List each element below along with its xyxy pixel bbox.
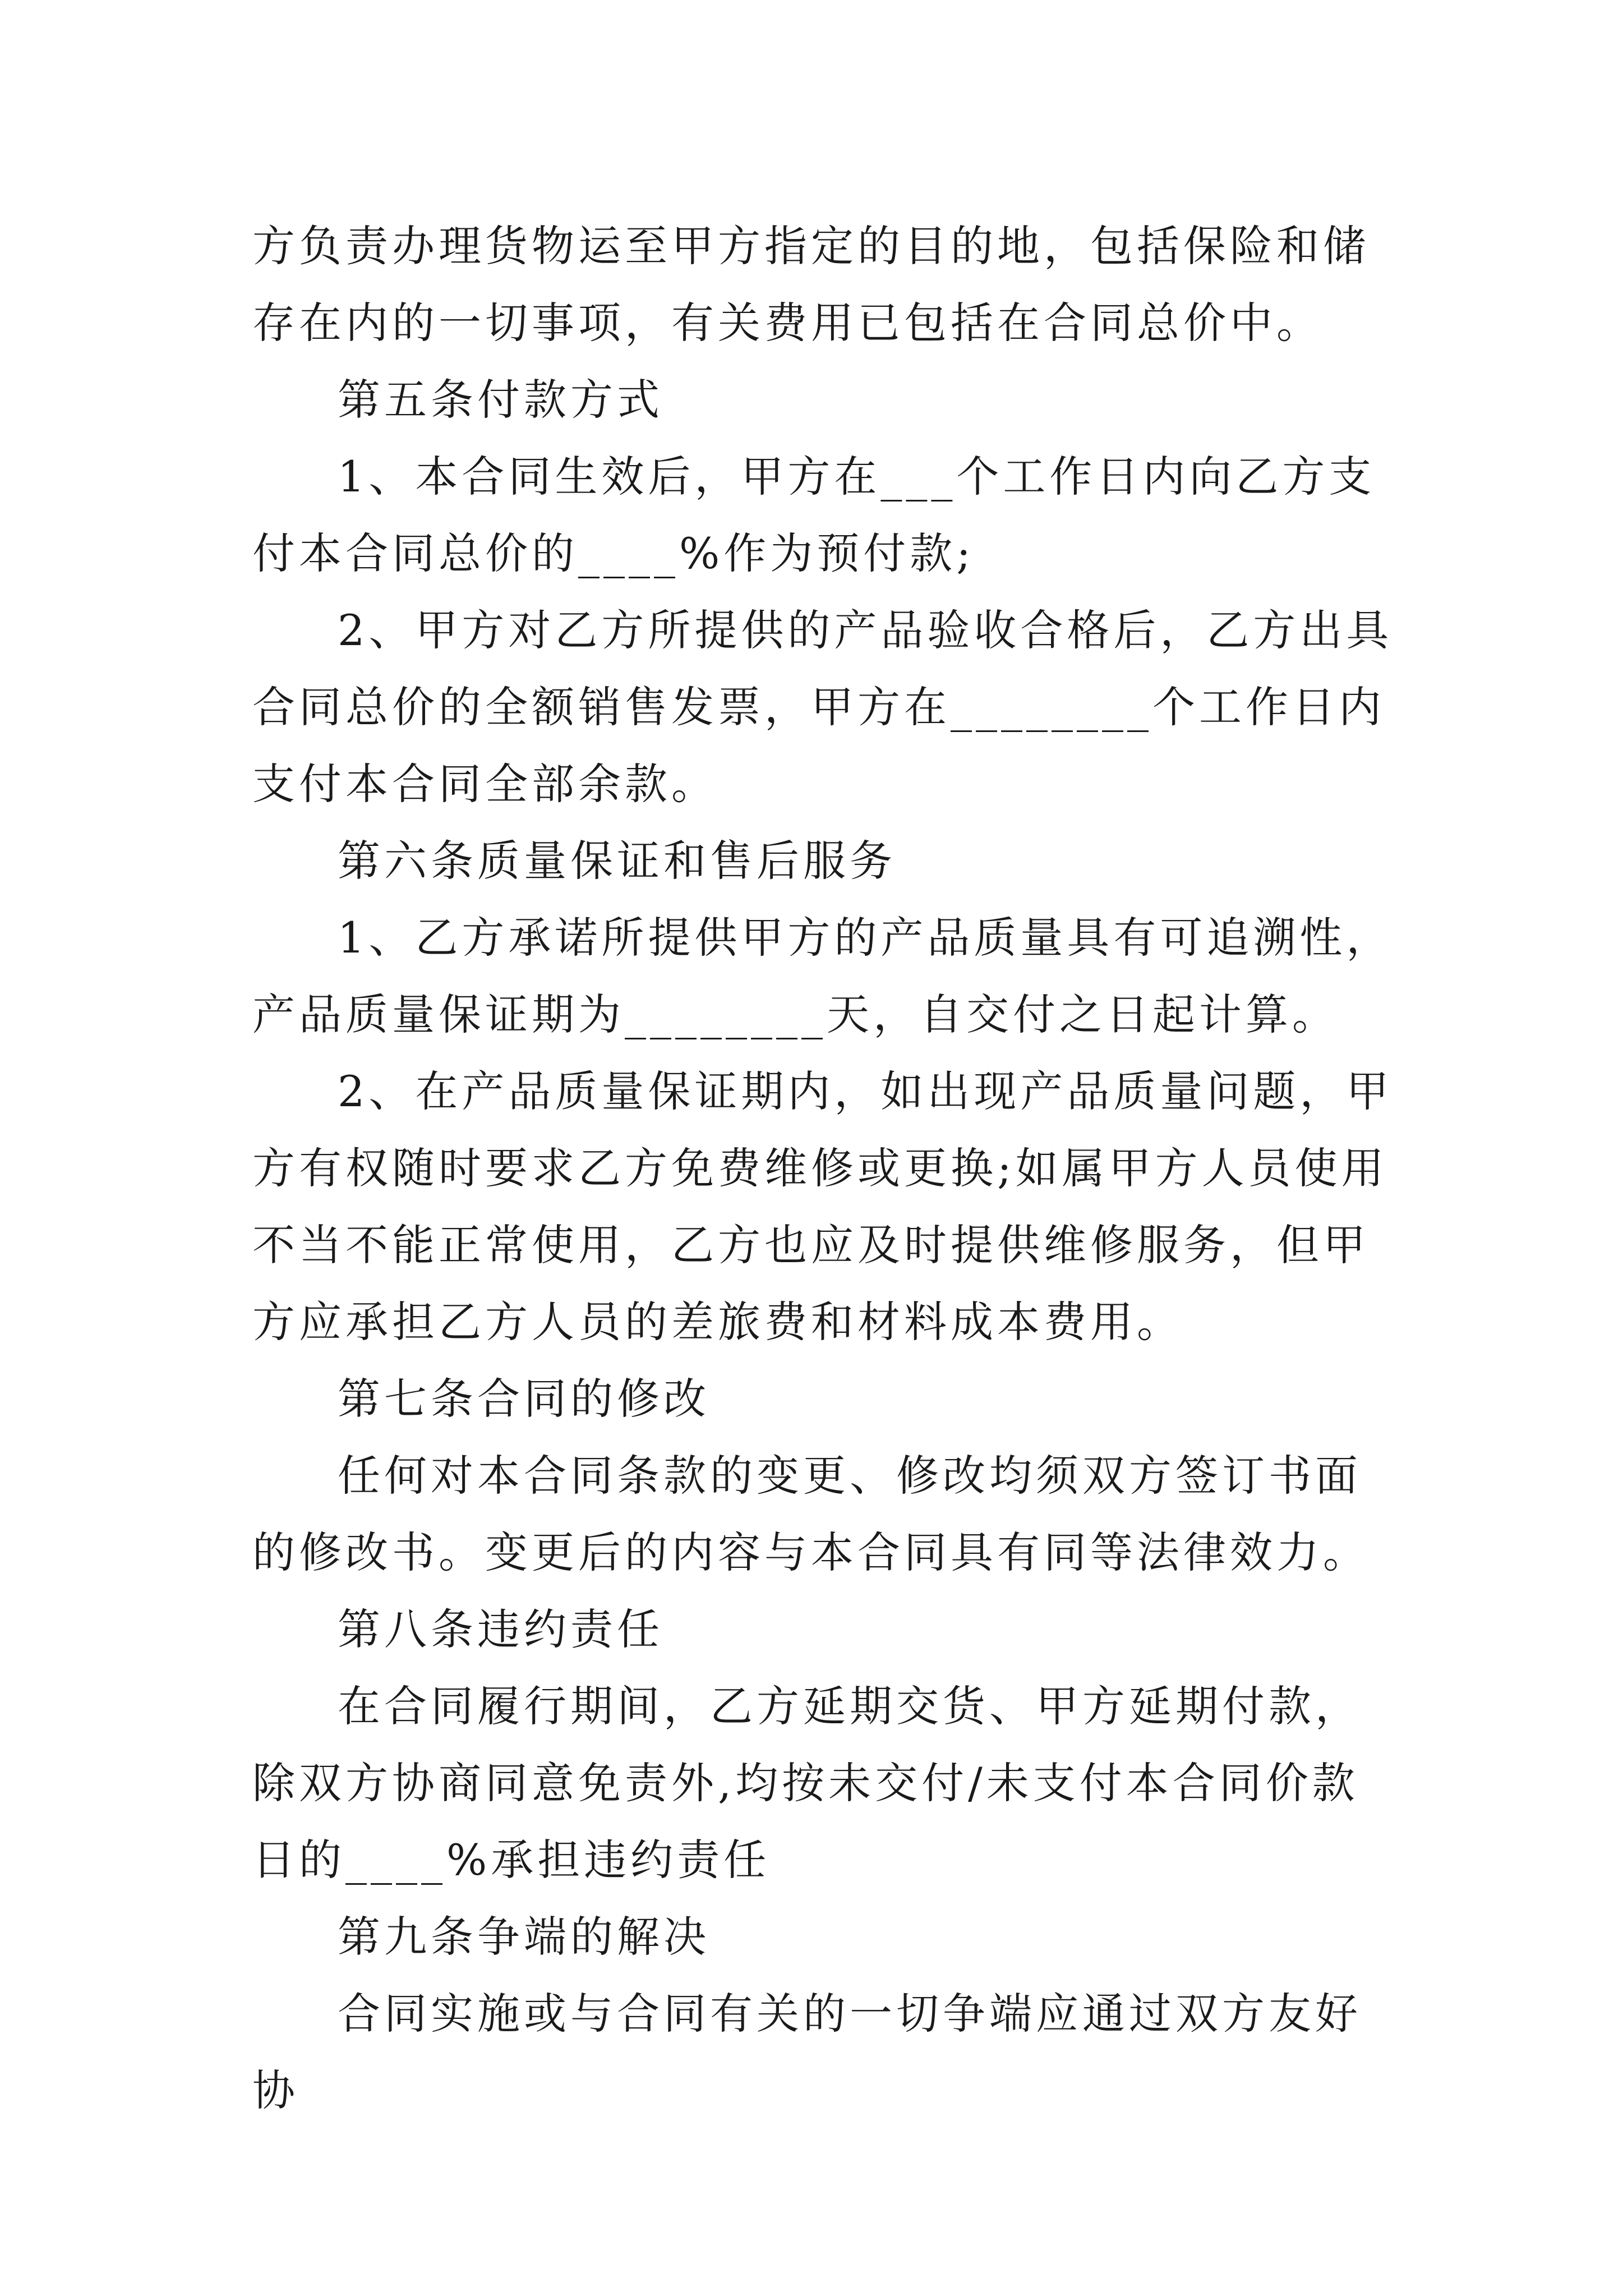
paragraph-repair-service: 2、在产品质量保证期内，如出现产品质量问题，甲方有权随时要求乙方免费维修或更换;如属甲方人员使用不当不能正常使用，乙方也应及时提供维修服务，但甲方应承担乙方人员的差旅费和材料成本费用。 [252, 1066, 1393, 1347]
heading-article-7-amendment: 第七条合同的修改 [338, 1374, 710, 1424]
paragraph-dispute-resolution: 合同实施或与合同有关的一切争端应通过双方友好协 [252, 1989, 1362, 2115]
heading-article-6-quality: 第六条质量保证和售后服务 [338, 836, 896, 886]
paragraph-prepayment: 1、本合同生效后，甲方在___个工作日内向乙方支付本合同总价的____%作为预付款; [252, 452, 1376, 578]
paragraph-quality-guarantee-period: 1、乙方承诺所提供甲方的产品质量具有可追溯性，产品质量保证期为________天，自交付之日起计算。 [252, 913, 1393, 1039]
heading-article-8-liability: 第八条违约责任 [338, 1604, 663, 1654]
paragraph-breach-liability: 在合同履行期间，乙方延期交货、甲方延期付款，除双方协商同意免责外,均按未交付/未支付本合同价款日的____%承担违约责任 [252, 1681, 1362, 1885]
paragraph-final-payment: 2、甲方对乙方所提供的产品验收合格后，乙方出具合同总价的全额销售发票，甲方在________个工作日内支付本合同全部余款。 [252, 605, 1393, 809]
heading-article-9-disputes: 第九条争端的解决 [338, 1912, 710, 1962]
paragraph-delivery-continuation: 方负责办理货物运至甲方指定的目的地，包括保险和储存在内的一切事项，有关费用已包括在合同总价中。 [252, 221, 1370, 348]
contract-text-body [252, 208, 1396, 2129]
paragraph-amendment: 任何对本合同条款的变更、修改均须双方签订书面的修改书。变更后的内容与本合同具有同等法律效力。 [252, 1451, 1370, 1577]
heading-article-5-payment: 第五条付款方式 [338, 375, 663, 425]
